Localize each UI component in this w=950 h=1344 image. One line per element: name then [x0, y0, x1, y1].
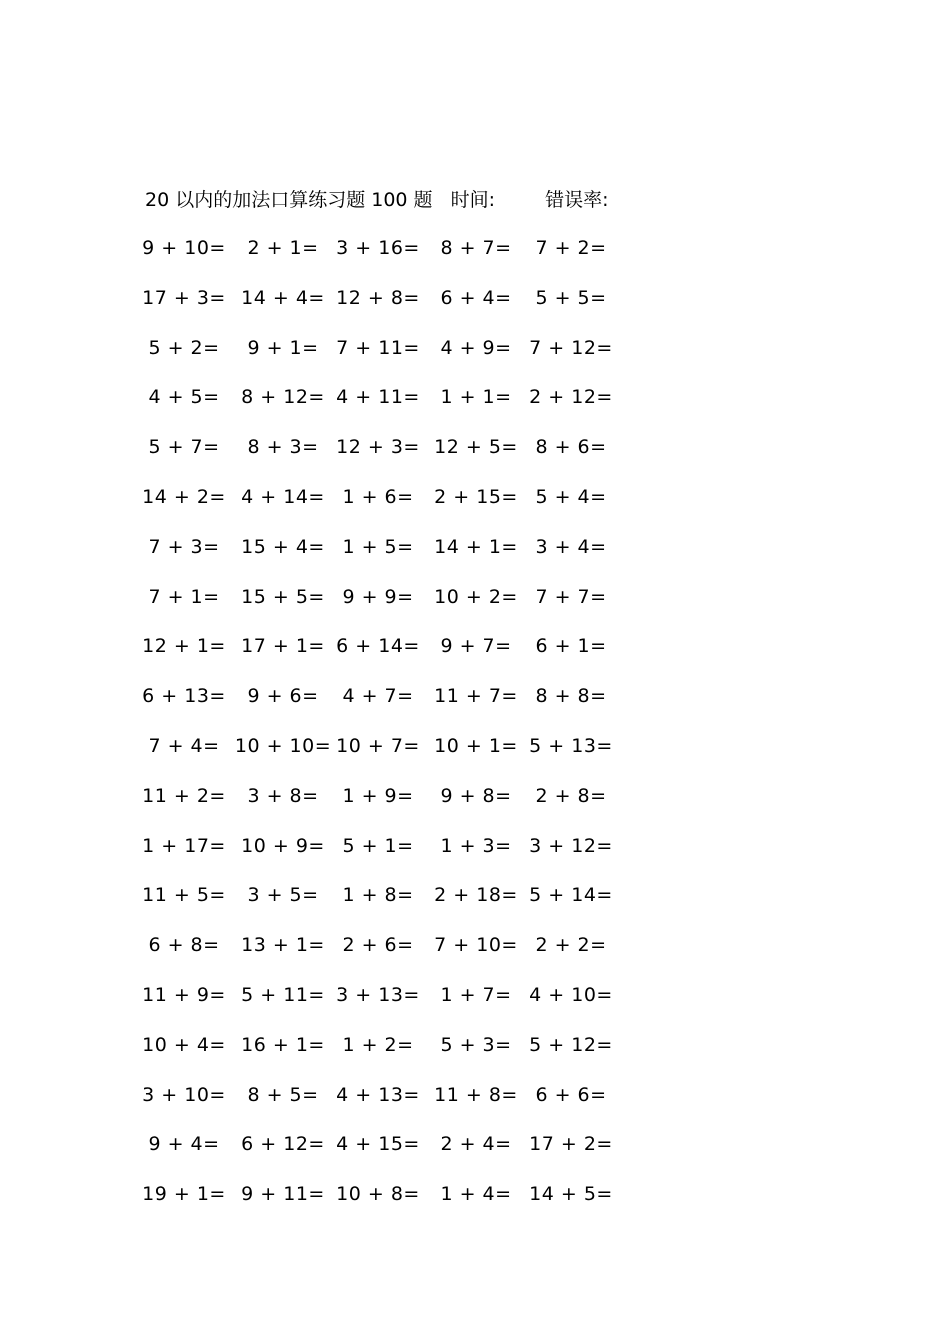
problem-row: [0, 832, 950, 882]
problem-item: 4 + 9=: [440, 336, 512, 359]
problem-item: 3 + 4=: [535, 535, 607, 558]
problem-item: 15 + 5=: [241, 585, 325, 608]
problem-item: 5 + 14=: [529, 884, 613, 907]
problem-item: 3 + 10=: [142, 1083, 226, 1106]
problem-item: 9 + 7=: [440, 635, 512, 658]
problem-item: 9 + 11=: [241, 1183, 325, 1206]
problem-item: 3 + 5=: [247, 884, 319, 907]
problem-item: 9 + 8=: [440, 784, 512, 807]
problem-item: 7 + 4=: [148, 734, 220, 757]
problem-row: [0, 483, 950, 533]
problem-item: 2 + 8=: [535, 784, 607, 807]
problem-item: 1 + 4=: [440, 1183, 512, 1206]
problem-item: 6 + 14=: [336, 635, 420, 658]
problem-item: 14 + 4=: [241, 286, 325, 309]
problem-row: [0, 1081, 950, 1131]
problem-item: 7 + 12=: [529, 336, 613, 359]
problem-item: 9 + 6=: [247, 685, 319, 708]
problem-row: [0, 383, 950, 433]
problem-item: 6 + 6=: [535, 1083, 607, 1106]
problem-item: 8 + 3=: [247, 436, 319, 459]
problem-item: 5 + 5=: [535, 286, 607, 309]
problem-item: 3 + 8=: [247, 784, 319, 807]
problem-item: 2 + 6=: [342, 934, 414, 957]
problem-item: 5 + 3=: [440, 1033, 512, 1056]
problem-item: 6 + 13=: [142, 685, 226, 708]
problem-item: 1 + 1=: [440, 386, 512, 409]
problem-item: 11 + 2=: [142, 784, 226, 807]
problem-item: 3 + 12=: [529, 834, 613, 857]
problem-item: 7 + 3=: [148, 535, 220, 558]
problem-item: 12 + 1=: [142, 635, 226, 658]
problem-item: 16 + 1=: [241, 1033, 325, 1056]
problem-item: 10 + 7=: [336, 734, 420, 757]
problem-item: 5 + 4=: [535, 485, 607, 508]
problem-item: 9 + 10=: [142, 237, 226, 259]
problem-row: [0, 1180, 950, 1230]
problem-item: 14 + 5=: [529, 1183, 613, 1206]
problem-item: 9 + 1=: [247, 336, 319, 359]
problem-item: 13 + 1=: [241, 934, 325, 957]
problem-item: 7 + 1=: [148, 585, 220, 608]
problem-row: [0, 1130, 950, 1180]
problem-item: 6 + 1=: [535, 635, 607, 658]
problem-row: [0, 981, 950, 1031]
problem-item: 15 + 4=: [241, 535, 325, 558]
problem-item: 10 + 2=: [434, 585, 518, 608]
problem-row: [0, 881, 950, 931]
problem-item: 1 + 8=: [342, 884, 414, 907]
problem-item: 7 + 7=: [535, 585, 607, 608]
problem-item: 12 + 5=: [434, 436, 518, 459]
problem-item: 1 + 5=: [342, 535, 414, 558]
problem-row: [0, 732, 950, 782]
problem-item: 2 + 2=: [535, 934, 607, 957]
problem-item: 2 + 4=: [440, 1133, 512, 1156]
problem-row: [0, 433, 950, 483]
problem-item: 7 + 11=: [336, 336, 420, 359]
problem-item: 4 + 13=: [336, 1083, 420, 1106]
worksheet-header: [145, 186, 608, 214]
problem-row: [0, 234, 950, 284]
problem-row: [0, 682, 950, 732]
problem-item: 1 + 3=: [440, 834, 512, 857]
time-label: 时间:: [450, 189, 496, 211]
problem-item: 2 + 12=: [529, 386, 613, 409]
problem-item: 11 + 7=: [434, 685, 518, 708]
problem-row: [0, 284, 950, 334]
problem-item: 2 + 18=: [434, 884, 518, 907]
problem-item: 8 + 6=: [535, 436, 607, 459]
problem-item: 5 + 2=: [148, 336, 220, 359]
problem-item: 7 + 10=: [434, 934, 518, 957]
problem-item: 6 + 4=: [440, 286, 512, 309]
problem-row: [0, 1031, 950, 1081]
problem-item: 1 + 7=: [440, 983, 512, 1006]
problem-row: [0, 583, 950, 633]
problem-item: 1 + 2=: [342, 1033, 414, 1056]
problem-row: [0, 334, 950, 384]
problem-item: 9 + 4=: [148, 1133, 220, 1156]
problem-row: [0, 782, 950, 832]
problem-item: 17 + 1=: [241, 635, 325, 658]
problem-item: 17 + 3=: [142, 286, 226, 309]
problem-item: 2 + 15=: [434, 485, 518, 508]
problem-item: 4 + 14=: [241, 485, 325, 508]
problem-item: 6 + 12=: [241, 1133, 325, 1156]
problem-item: 7 + 2=: [535, 237, 607, 259]
problem-item: 5 + 12=: [529, 1033, 613, 1056]
problem-item: 5 + 11=: [241, 983, 325, 1006]
problem-item: 19 + 1=: [142, 1183, 226, 1206]
problem-item: 8 + 7=: [440, 237, 512, 259]
problem-row: [0, 931, 950, 981]
problem-item: 9 + 9=: [342, 585, 414, 608]
problem-item: 17 + 2=: [529, 1133, 613, 1156]
problem-item: 8 + 12=: [241, 386, 325, 409]
problem-item: 2 + 1=: [247, 237, 319, 259]
problem-item: 10 + 8=: [336, 1183, 420, 1206]
problem-item: 4 + 5=: [148, 386, 220, 409]
problem-item: 3 + 13=: [336, 983, 420, 1006]
problem-item: 10 + 10=: [234, 734, 332, 757]
problem-item: 11 + 8=: [434, 1083, 518, 1106]
problem-row: [0, 632, 950, 682]
problem-item: 10 + 1=: [434, 734, 518, 757]
problem-item: 10 + 4=: [142, 1033, 226, 1056]
problem-item: 6 + 8=: [148, 934, 220, 957]
problem-item: 5 + 1=: [342, 834, 414, 857]
problem-item: 1 + 6=: [342, 485, 414, 508]
problem-item: 4 + 10=: [529, 983, 613, 1006]
problem-item: 8 + 5=: [247, 1083, 319, 1106]
problem-item: 11 + 9=: [142, 983, 226, 1006]
problem-item: 11 + 5=: [142, 884, 226, 907]
problem-item: 3 + 16=: [336, 237, 420, 259]
error-rate-label: 错误率:: [545, 189, 609, 211]
problem-item: 14 + 2=: [142, 485, 226, 508]
problem-item: 12 + 8=: [336, 286, 420, 309]
problem-item: 5 + 13=: [529, 734, 613, 757]
problem-item: 8 + 8=: [535, 685, 607, 708]
problem-item: 5 + 7=: [148, 436, 220, 459]
problem-item: 12 + 3=: [336, 436, 420, 459]
problem-item: 1 + 17=: [142, 834, 226, 857]
problem-item: 4 + 15=: [336, 1133, 420, 1156]
problem-item: 4 + 11=: [336, 386, 420, 409]
problem-item: 4 + 7=: [342, 685, 414, 708]
problem-grid: [0, 234, 950, 1230]
worksheet-title: 20 以内的加法口算练习题 100 题: [145, 189, 433, 211]
problem-row: [0, 533, 950, 583]
problem-item: 1 + 9=: [342, 784, 414, 807]
problem-item: 14 + 1=: [434, 535, 518, 558]
problem-item: 10 + 9=: [241, 834, 325, 857]
